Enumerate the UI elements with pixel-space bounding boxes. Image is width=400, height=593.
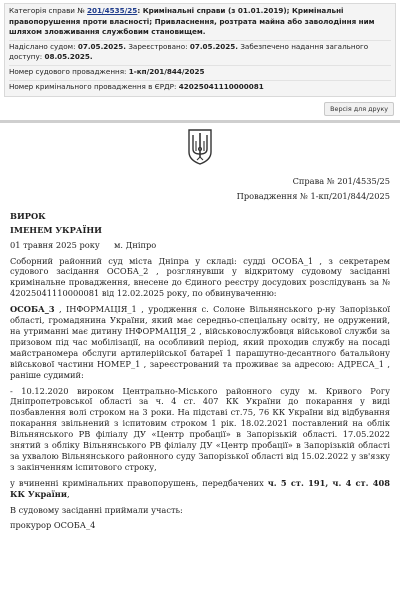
criminal-proceeding-row bbox=[9, 81, 391, 95]
access-date: 08.05.2025. bbox=[44, 52, 93, 62]
proceeding-value: 1-кп/201/844/2025 bbox=[128, 66, 205, 76]
criminal-value: 42025041110000081 bbox=[178, 81, 264, 91]
charges-end: , bbox=[66, 488, 70, 499]
charges-articles: ч. 5 ст. 191, ч. 4 ст. 408 КК України bbox=[10, 477, 390, 499]
prior-conviction-paragraph: - 10.12.2020 вироком Центрально-Міського районного суду м. Кривого Рогу Дніпропетровської області за ч. 4 ст. 407 КК України до покарання у виді позбавлення волі строком на 3 роки. На підставі ст.75, 76 КК України від відбування покарання звільнений з іспитовим строком 1 рік. 18.02.2021 поставлений на облік Вільнянського РВ філіалу ДУ «Центр пробації» в Запорізькій області. 17.05.2022 знятий з обліку Вільнянського РВ філіалу ДУ «Центр пробації» в Запорізькій області за ухвалою Вільнянського районного суду Запорізької області від 15.02.2022 у зв'язку з закінченням іспитового строку, bbox=[10, 385, 390, 472]
case-number: Справа № 201/4535/25 bbox=[292, 176, 390, 186]
category-label: Категорія справи № bbox=[9, 6, 85, 15]
registered-label: Зареєстровано: bbox=[128, 41, 188, 51]
court-composition-paragraph: Соборний районний суд міста Дніпра у складі: судді ОСОБА_1 , з секретарем судового засідання ОСОБА_2 , розглянувши у відкритому судовому засіданні кримінальне провадження, внесене до Єдиного реєстру досудових розслідувань за № 42025041110000081 від 12.02.2025 року, по обвинуваченню: bbox=[10, 255, 390, 299]
charges-text: у вчиненні кримінальних правопорушень, передбачених bbox=[10, 477, 268, 488]
category-text: : Кримінальні справи (з 01.01.2019); Кримінальні правопорушення проти власності; Привласнення, розтрата майна або заволодіння ним шляхом зловживання службовим становищем. bbox=[9, 6, 375, 37]
document-title: ВИРОК bbox=[10, 210, 46, 221]
toolbar bbox=[0, 97, 400, 117]
coat-of-arms-icon bbox=[10, 127, 390, 171]
charges-paragraph bbox=[10, 478, 390, 500]
accused-paragraph bbox=[10, 304, 390, 380]
accused-name: ОСОБА_3 bbox=[10, 304, 55, 315]
print-version-button[interactable]: Версія для друку bbox=[324, 102, 394, 116]
case-metadata-panel bbox=[4, 3, 396, 97]
document-subtitle: ІМЕНЕМ УКРАЇНИ bbox=[10, 224, 102, 235]
sent-date: 07.05.2025. bbox=[77, 41, 127, 51]
proceeding-number: Провадження № 1-кп/201/844/2025 bbox=[236, 190, 390, 201]
case-category-row bbox=[9, 5, 391, 41]
access-label: Забезпечено надання загального доступу: bbox=[9, 41, 369, 62]
proceeding-row bbox=[9, 66, 391, 81]
document-body bbox=[0, 123, 400, 593]
criminal-label: Номер кримінального провадження в ЄРДР: bbox=[9, 81, 177, 91]
trident-icon bbox=[187, 127, 213, 165]
prosecutor-line: прокурор ОСОБА_4 bbox=[10, 520, 96, 531]
date-place-line bbox=[10, 240, 390, 251]
dates-row bbox=[9, 41, 391, 66]
accused-details: , ІНФОРМАЦІЯ_1 , уродження с. Солоне Вільнянського р-ну Запорізької області, громадянина України, який має середньо-спеціальну освіту, не одружений, на утриманні має дитину ІНФОРМАЦІЯ_2 , військовослужбовця військової служби за призовом під час мобілізації, на особливий період, який проходив службу на посаді майстраномера обслуги артилерійської батареї 1 парашутно-десантного батальйону військової частини НОМЕР_1 , зареєстрований та проживає за адресою: АДРЕСА_1 , раніше судимий: bbox=[10, 304, 390, 380]
sent-label: Надіслано судом: bbox=[9, 41, 76, 51]
document-date: 01 травня 2025 року bbox=[10, 239, 100, 250]
participants-heading: В судовому засіданні приймали участь: bbox=[10, 504, 183, 515]
registered-date: 07.05.2025. bbox=[189, 41, 239, 51]
document-city: м. Дніпро bbox=[113, 239, 157, 250]
proceeding-label: Номер судового провадження: bbox=[9, 66, 127, 76]
case-number-link[interactable]: 201/4535/25 bbox=[87, 6, 138, 15]
